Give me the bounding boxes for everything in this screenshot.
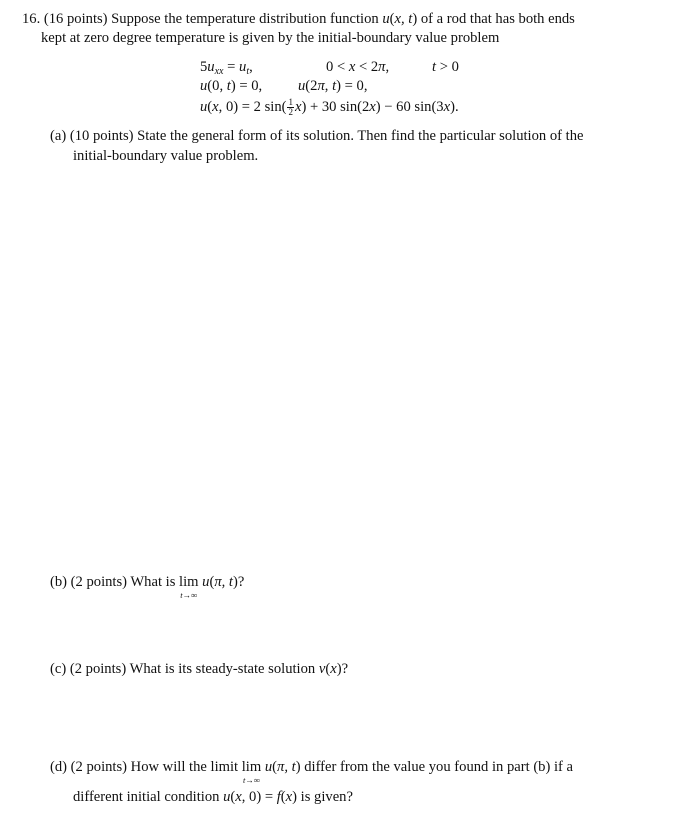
text-segment: , 0) =	[241, 789, 277, 805]
math-segment: f	[276, 789, 281, 805]
text-segment: (0,	[207, 78, 227, 94]
part-a-line-1	[50, 127, 584, 145]
math-segment: x	[443, 99, 451, 115]
text-segment: > 0	[436, 59, 459, 75]
text-segment: (b) (2 points) What is	[50, 574, 180, 590]
text-segment: (2	[305, 78, 318, 94]
text-segment: ,	[324, 78, 333, 94]
limit-operator	[179, 573, 199, 600]
text-segment: (c) (2 points) What is its steady-state solution	[50, 661, 319, 677]
text-segment: ) + 30 sin(2	[301, 99, 370, 115]
limit-subscript: t→∞	[243, 775, 260, 785]
math-segment: π, t	[277, 759, 296, 775]
problem-statement-line-1	[22, 10, 575, 28]
math-segment: u	[223, 789, 231, 805]
math-segment: π	[378, 59, 386, 75]
math-segment: u	[239, 59, 247, 75]
time-condition	[432, 58, 459, 76]
math-segment: xx	[214, 66, 224, 77]
problem-statement-line-2	[41, 29, 499, 47]
limit-operator	[241, 758, 262, 785]
text-segment: < 2	[355, 59, 379, 75]
fraction-numerator: 1	[288, 97, 293, 107]
text-segment: kept at zero degree temperature is given by the initial-boundary value problem	[41, 30, 500, 46]
math-segment: x, t	[394, 11, 413, 27]
text-segment: (	[272, 759, 278, 775]
text-segment: ) differ from the value you found in part (b) if a	[295, 759, 574, 775]
math-segment: u	[264, 759, 273, 775]
math-segment: x	[369, 99, 376, 115]
math-segment: t	[246, 66, 250, 77]
text-segment: different initial condition	[73, 789, 224, 805]
boundary-condition-right	[298, 77, 367, 95]
math-segment: t	[432, 59, 437, 75]
text-segment: 5	[200, 59, 208, 75]
part-c-question	[50, 660, 348, 678]
text-segment: initial-boundary value problem.	[73, 148, 259, 164]
text-segment: ) = 0,	[336, 78, 368, 94]
initial-condition	[200, 97, 459, 117]
part-d-line-1	[50, 758, 574, 785]
math-segment: x	[212, 99, 219, 115]
text-segment: (	[389, 11, 395, 27]
part-a-line-2	[73, 147, 258, 165]
domain-condition	[326, 58, 389, 76]
text-segment: ) of a rod that has both ends	[412, 11, 575, 27]
text-segment: 0 <	[326, 59, 349, 75]
limit-label: lim	[241, 759, 262, 775]
math-segment: t	[226, 78, 231, 94]
math-segment: x	[285, 789, 293, 805]
text-segment: (	[209, 574, 215, 590]
boundary-condition-left	[200, 77, 262, 95]
math-segment: x	[348, 59, 356, 75]
text-segment: , 0) = 2 sin(	[218, 99, 287, 115]
fraction-one-half	[287, 98, 294, 117]
text-segment: ) − 60 sin(3	[375, 99, 444, 115]
math-segment: x	[235, 789, 242, 805]
text-segment: (	[207, 99, 213, 115]
text-segment: 16. (16 points) Suppose the temperature distribution function	[22, 11, 383, 27]
math-segment: x	[294, 99, 302, 115]
text-segment: =	[223, 59, 240, 75]
text-segment: (d) (2 points) How will the limit	[50, 759, 242, 775]
text-segment: ,	[385, 59, 390, 75]
part-b-question	[50, 573, 245, 600]
text-segment: ,	[249, 59, 253, 75]
text-segment: (	[325, 661, 331, 677]
math-segment: u	[298, 78, 306, 94]
text-segment: ) is given?	[292, 789, 353, 805]
math-segment: u	[200, 99, 208, 115]
math-segment: u	[200, 78, 208, 94]
limit-label: lim	[179, 574, 199, 590]
text-segment: (	[280, 789, 286, 805]
math-segment: u	[207, 59, 215, 75]
part-d-line-2	[73, 788, 353, 806]
math-segment: v	[318, 661, 326, 677]
text-segment: ).	[450, 99, 459, 115]
text-segment: ) = 0,	[230, 78, 263, 94]
text-segment: )?	[233, 574, 245, 590]
pde-equation	[200, 58, 253, 76]
math-segment: x	[330, 661, 337, 677]
limit-subscript: t→∞	[180, 590, 198, 600]
math-segment: t	[332, 78, 337, 94]
math-segment: π, t	[214, 574, 233, 590]
text-segment: (a) (10 points) State the general form of its solution. Then find the particular solution of the	[50, 128, 584, 144]
math-segment: u	[382, 11, 390, 27]
math-segment: u	[202, 574, 210, 590]
text-segment: )?	[336, 661, 349, 677]
text-segment: (	[230, 789, 236, 805]
fraction-denominator: 2	[288, 107, 293, 117]
math-segment: π	[317, 78, 325, 94]
